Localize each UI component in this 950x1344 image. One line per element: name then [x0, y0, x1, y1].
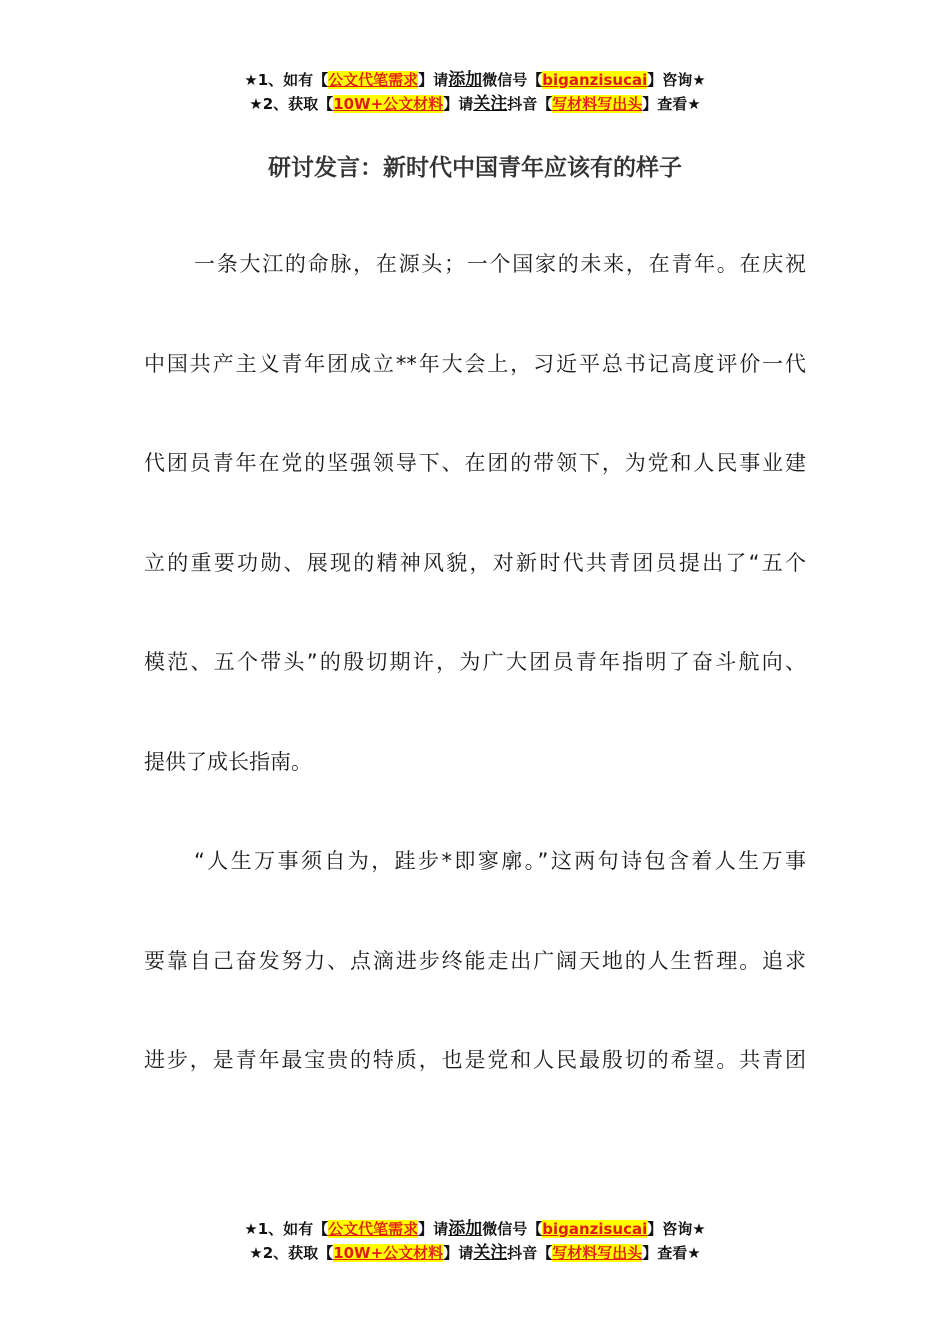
paragraph-line: 模范、五个带头”的殷切期许，为广大团员青年指明了奋斗航向、: [144, 650, 806, 674]
highlight-douyin: 写材料写出头: [552, 1244, 643, 1262]
paragraph-line: 提供了成长指南。: [144, 749, 312, 774]
paragraph-line: 中国共产主义青年团成立**年大会上，习近平总书记高度评价一代: [144, 351, 806, 376]
paragraph-line: 一条大江的命脉，在源头；一个国家的未来，在青年。在庆祝: [194, 252, 806, 276]
highlight-materials: 10W+公文材料: [333, 1244, 444, 1262]
banner-line-1: ★1、如有【公文代笔需求】请添加微信号【biganzisucai】咨询★: [244, 70, 706, 90]
paragraph-line: 立的重要功勋、展现的精神风貌，对新时代共青团员提出了“五个: [144, 550, 806, 575]
highlight-service: 公文代笔需求: [328, 71, 419, 89]
highlight-wechat-id: biganzisucai: [542, 1220, 648, 1238]
footer-banner: [0, 1217, 950, 1265]
highlight-douyin: 写材料写出头: [552, 95, 643, 113]
paragraph-line: 代团员青年在党的坚强领导下、在团的带领下，为党和人民事业建: [144, 451, 806, 475]
paragraph-line: 进步，是青年最宝贵的特质，也是党和人民最殷切的希望。共青团: [144, 1048, 806, 1072]
document-title: 研讨发言：新时代中国青年应该有的样子: [268, 155, 682, 181]
highlight-materials: 10W+公文材料: [333, 95, 444, 113]
banner-line-1: ★1、如有【公文代笔需求】请添加微信号【biganzisucai】咨询★: [244, 1219, 706, 1239]
highlight-service: 公文代笔需求: [328, 1220, 419, 1238]
header-banner: [0, 68, 950, 116]
document-body: [144, 215, 806, 1111]
banner-line-2: ★2、获取【10W+公文材料】请关注抖音【写材料写出头】查看★: [249, 94, 701, 114]
paragraph-line: 要靠自己奋发努力、点滴进步终能走出广阔天地的人生哲理。追求: [144, 948, 806, 973]
highlight-wechat-id: biganzisucai: [542, 71, 648, 89]
banner-line-2: ★2、获取【10W+公文材料】请关注抖音【写材料写出头】查看★: [249, 1243, 701, 1263]
paragraph-line: “人生万事须自为，跬步*即寥廓。”这两句诗包含着人生万事: [194, 849, 806, 873]
